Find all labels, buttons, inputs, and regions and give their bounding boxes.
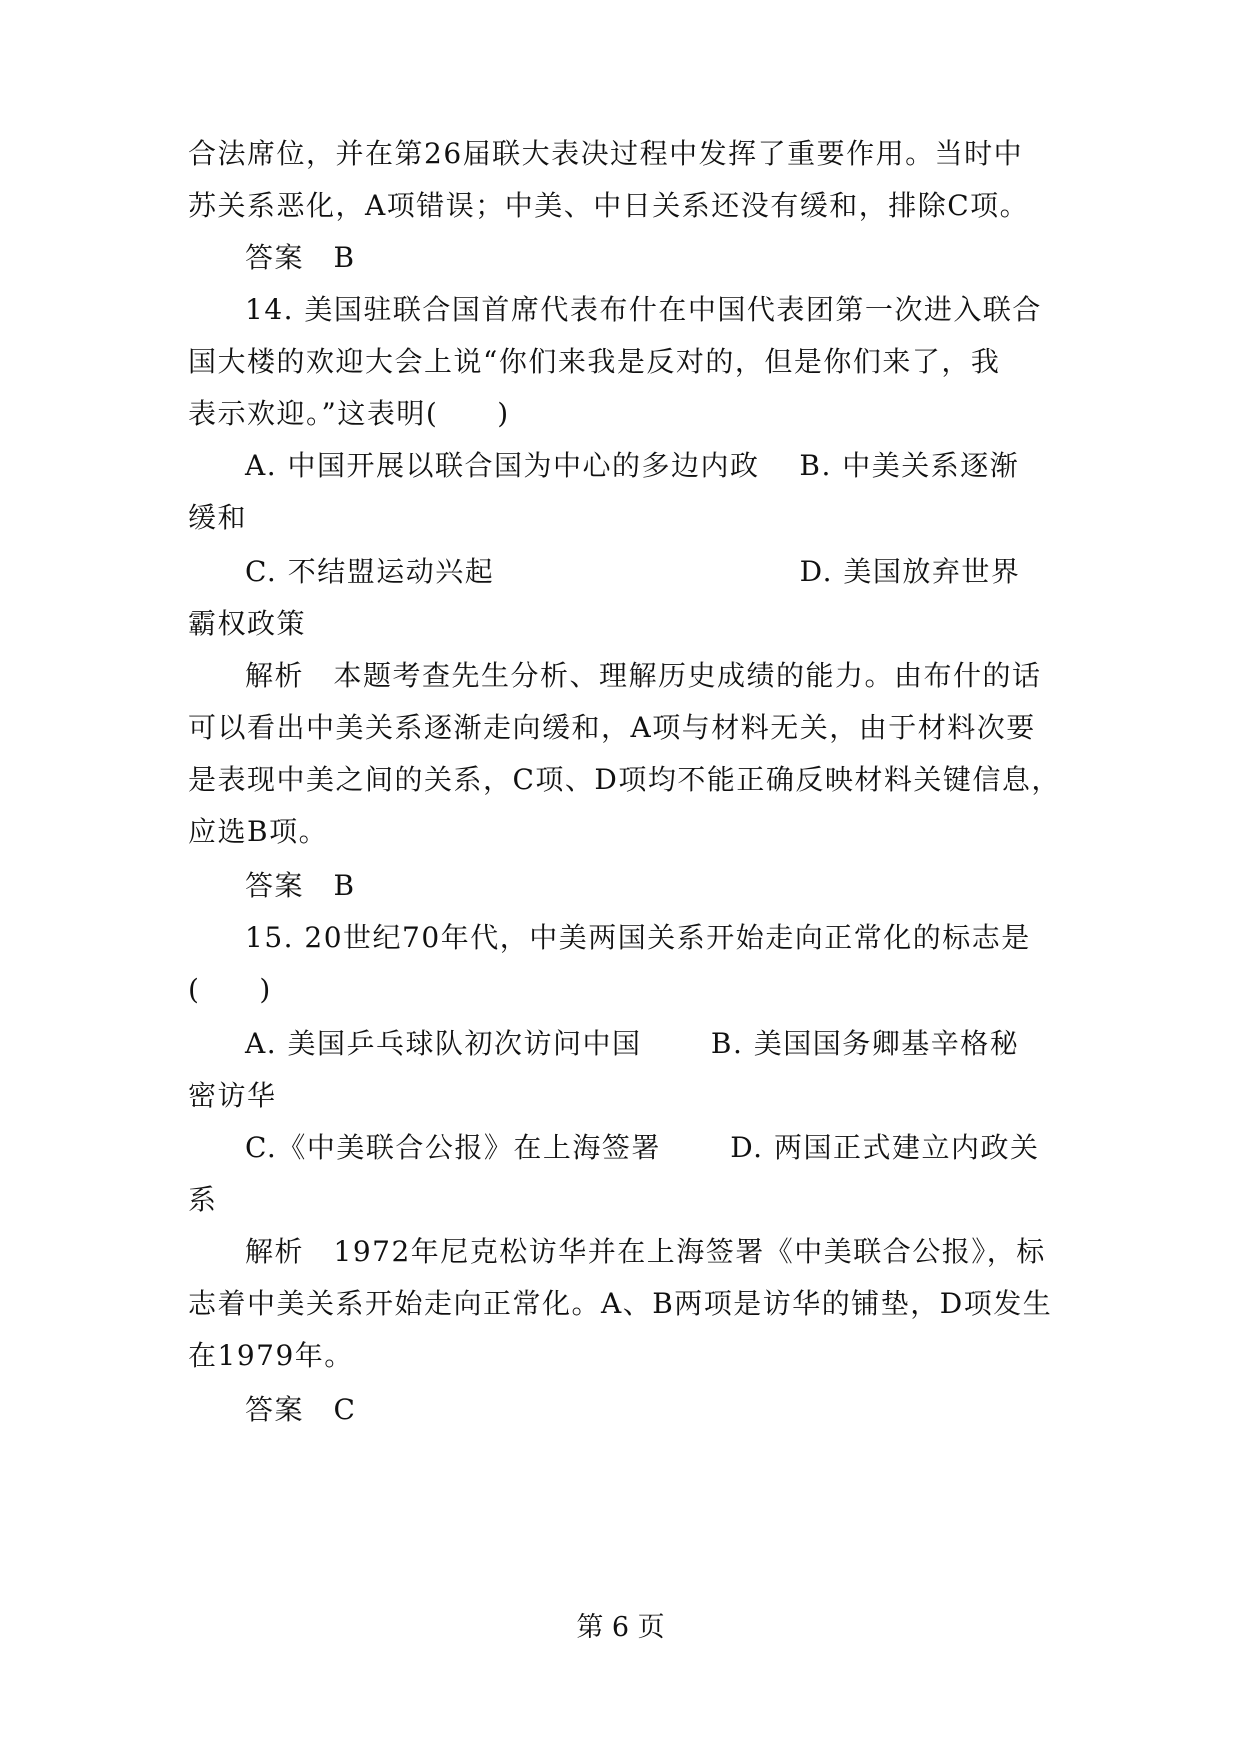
analysis-line: 是表现中美之间的关系，C项、D项均不能正确反映材料关键信息， — [188, 763, 1061, 796]
option-line: C.《中美联合公报》在上海签署 D. 两国正式建立内政关 — [245, 1131, 1040, 1164]
option-line: 霸权政策 — [188, 607, 307, 640]
answer-line: 答案 B — [245, 241, 356, 274]
option-line: A. 美国乒乓球队初次访问中国 B. 美国国务卿基辛格秘 — [245, 1027, 1020, 1060]
option-line: C. 不结盟运动兴起 D. 美国放弃世界 — [245, 555, 1021, 588]
question-stem: 15. 20世纪70年代，中美两国关系开始走向正常化的标志是 — [245, 921, 1031, 954]
option-line: 系 — [188, 1183, 218, 1216]
answer-line: 答案 B — [245, 869, 356, 902]
analysis-line: 志着中美关系开始走向正常化。A、B两项是访华的铺垫，D项发生 — [188, 1287, 1053, 1320]
analysis-line: 在1979年。 — [188, 1339, 354, 1372]
text-line: 合法席位，并在第26届联大表决过程中发挥了重要作用。当时中 — [188, 137, 1024, 170]
analysis-line: 解析 本题考查先生分析、理解历史成绩的能力。由布什的话 — [245, 659, 1042, 692]
option-line: A. 中国开展以联合国为中心的多边内政 B. 中美关系逐渐 — [245, 449, 1020, 482]
answer-line: 答案 C — [245, 1393, 357, 1426]
question-stem: 表示欢迎。”这表明( ) — [188, 397, 510, 430]
question-stem: 国大楼的欢迎大会上说“你们来我是反对的，但是你们来了，我 — [188, 345, 1001, 378]
question-stem: 14. 美国驻联合国首席代表布什在中国代表团第一次进入联合 — [245, 293, 1042, 326]
question-stem: ( ) — [188, 973, 272, 1006]
text-line: 苏关系恶化，A项错误；中美、中日关系还没有缓和，排除C项。 — [188, 189, 1030, 222]
option-line: 密访华 — [188, 1079, 277, 1112]
analysis-line: 解析 1972年尼克松访华并在上海签署《中美联合公报》，标 — [245, 1235, 1046, 1268]
option-line: 缓和 — [188, 501, 248, 534]
page-number: 第 6 页 — [576, 1612, 665, 1643]
analysis-line: 可以看出中美关系逐渐走向缓和，A项与材料无关，由于材料次要 — [188, 711, 1036, 744]
analysis-line: 应选B项。 — [188, 815, 329, 848]
